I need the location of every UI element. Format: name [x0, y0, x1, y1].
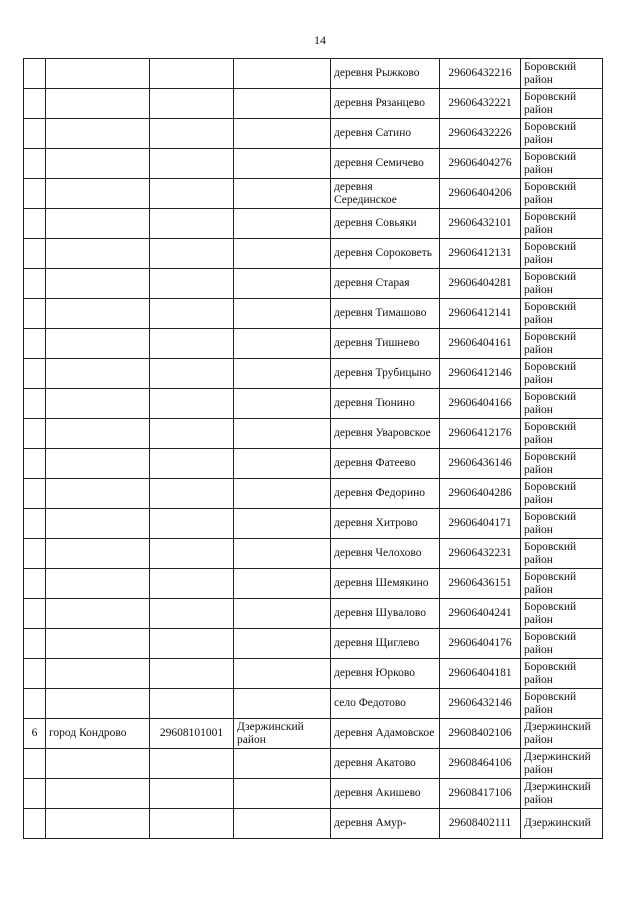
row-number-cell [24, 389, 46, 419]
table-row [24, 749, 603, 779]
district-cell: Боровский район [521, 149, 603, 179]
table-row [24, 809, 603, 839]
city-cell [46, 629, 150, 659]
row-number-cell [24, 629, 46, 659]
district-cell: Боровский район [521, 449, 603, 479]
oktmo-code-cell: 29606432146 [440, 689, 521, 719]
oktmo-code-cell: 29606404206 [440, 179, 521, 209]
city-district-cell [234, 659, 331, 689]
oktmo-code-cell: 29606436151 [440, 569, 521, 599]
table-row [24, 299, 603, 329]
city-district-cell [234, 539, 331, 569]
city-district-cell [234, 119, 331, 149]
city-cell [46, 359, 150, 389]
row-number-cell [24, 539, 46, 569]
city-cell [46, 449, 150, 479]
city-cell [46, 269, 150, 299]
district-cell: Боровский район [521, 359, 603, 389]
city-district-cell [234, 449, 331, 479]
settlement-name-cell: деревня Тюнино [331, 389, 440, 419]
city-code-cell [150, 59, 234, 89]
district-cell: Боровский район [521, 179, 603, 209]
row-number-cell: 6 [24, 719, 46, 749]
city-code-cell [150, 329, 234, 359]
oktmo-code-cell: 29606404181 [440, 659, 521, 689]
table-row [24, 779, 603, 809]
city-district-cell [234, 389, 331, 419]
city-district-cell [234, 809, 331, 839]
settlement-name-cell: деревня Челохово [331, 539, 440, 569]
oktmo-code-cell: 29608402111 [440, 809, 521, 839]
city-district-cell [234, 569, 331, 599]
oktmo-code-cell: 29606404161 [440, 329, 521, 359]
district-cell: Боровский район [521, 539, 603, 569]
city-cell [46, 809, 150, 839]
city-district-cell [234, 749, 331, 779]
table-row [24, 569, 603, 599]
page-number: 14 [314, 33, 326, 47]
district-cell: Боровский район [521, 59, 603, 89]
city-cell [46, 209, 150, 239]
city-district-cell [234, 299, 331, 329]
city-cell [46, 149, 150, 179]
settlement-name-cell: деревня Щиглево [331, 629, 440, 659]
city-code-cell [150, 119, 234, 149]
table-row [24, 269, 603, 299]
oktmo-code-cell: 29606404241 [440, 599, 521, 629]
table-row [24, 149, 603, 179]
city-district-cell [234, 359, 331, 389]
row-number-cell [24, 419, 46, 449]
oktmo-code-cell: 29606432226 [440, 119, 521, 149]
city-district-cell [234, 89, 331, 119]
settlement-name-cell: село Федотово [331, 689, 440, 719]
settlement-name-cell: деревня Амур- [331, 809, 440, 839]
row-number-cell [24, 689, 46, 719]
district-cell: Боровский район [521, 479, 603, 509]
settlement-name-cell: деревня Тимашово [331, 299, 440, 329]
row-number-cell [24, 779, 46, 809]
city-code-cell [150, 659, 234, 689]
city-code-cell [150, 179, 234, 209]
table-row [24, 239, 603, 269]
district-cell: Боровский район [521, 329, 603, 359]
row-number-cell [24, 569, 46, 599]
settlement-name-cell: деревня Юрково [331, 659, 440, 689]
district-cell: Боровский район [521, 599, 603, 629]
district-cell: Боровский район [521, 419, 603, 449]
oktmo-code-cell: 29608417106 [440, 779, 521, 809]
city-district-cell [234, 329, 331, 359]
city-code-cell [150, 359, 234, 389]
settlement-name-cell: деревня Рязанцево [331, 89, 440, 119]
district-cell: Боровский район [521, 239, 603, 269]
row-number-cell [24, 659, 46, 689]
settlement-name-cell: деревня Уваровское [331, 419, 440, 449]
table-body [24, 59, 603, 839]
oktmo-code-cell: 29606404286 [440, 479, 521, 509]
settlement-name-cell: деревня Трубицыно [331, 359, 440, 389]
city-cell [46, 599, 150, 629]
city-district-cell [234, 209, 331, 239]
oktmo-code-cell: 29606404281 [440, 269, 521, 299]
city-code-cell [150, 779, 234, 809]
settlement-table [23, 58, 603, 839]
city-cell [46, 299, 150, 329]
city-cell [46, 539, 150, 569]
district-cell: Боровский район [521, 659, 603, 689]
city-cell [46, 119, 150, 149]
district-cell: Боровский район [521, 509, 603, 539]
table-row [24, 629, 603, 659]
oktmo-code-cell: 29606432101 [440, 209, 521, 239]
city-cell [46, 239, 150, 269]
row-number-cell [24, 749, 46, 779]
district-cell: Дзержинский [521, 809, 603, 839]
city-code-cell [150, 689, 234, 719]
city-cell [46, 689, 150, 719]
row-number-cell [24, 89, 46, 119]
city-cell: город Кондрово [46, 719, 150, 749]
city-code-cell [150, 569, 234, 599]
row-number-cell [24, 599, 46, 629]
oktmo-code-cell: 29606412146 [440, 359, 521, 389]
settlement-name-cell: деревня Семичево [331, 149, 440, 179]
city-cell [46, 179, 150, 209]
oktmo-code-cell: 29608464106 [440, 749, 521, 779]
settlement-name-cell: деревня Сатино [331, 119, 440, 149]
row-number-cell [24, 269, 46, 299]
settlement-name-cell: деревня Шувалово [331, 599, 440, 629]
table-row [24, 119, 603, 149]
row-number-cell [24, 119, 46, 149]
city-district-cell [234, 179, 331, 209]
city-district-cell [234, 479, 331, 509]
row-number-cell [24, 359, 46, 389]
table-row [24, 539, 603, 569]
table-row [24, 419, 603, 449]
row-number-cell [24, 299, 46, 329]
district-cell: Боровский район [521, 299, 603, 329]
table-row [24, 209, 603, 239]
settlement-name-cell: деревня Тишнево [331, 329, 440, 359]
district-cell: Боровский район [521, 89, 603, 119]
city-cell [46, 749, 150, 779]
city-code-cell [150, 539, 234, 569]
table-row [24, 659, 603, 689]
city-cell [46, 89, 150, 119]
district-cell: Боровский район [521, 629, 603, 659]
district-cell: Боровский район [521, 209, 603, 239]
district-cell: Боровский район [521, 389, 603, 419]
table-row [24, 89, 603, 119]
city-cell [46, 419, 150, 449]
district-cell: Боровский район [521, 119, 603, 149]
row-number-cell [24, 509, 46, 539]
oktmo-code-cell: 29606404176 [440, 629, 521, 659]
row-number-cell [24, 809, 46, 839]
city-code-cell [150, 479, 234, 509]
city-cell [46, 479, 150, 509]
district-cell: Боровский район [521, 569, 603, 599]
settlement-name-cell: деревня Акишево [331, 779, 440, 809]
oktmo-code-cell: 29606412131 [440, 239, 521, 269]
oktmo-code-cell: 29606432221 [440, 89, 521, 119]
oktmo-code-cell: 29606404166 [440, 389, 521, 419]
oktmo-code-cell: 29608402106 [440, 719, 521, 749]
row-number-cell [24, 239, 46, 269]
city-code-cell [150, 269, 234, 299]
oktmo-code-cell: 29606404171 [440, 509, 521, 539]
city-code-cell [150, 509, 234, 539]
city-code-cell [150, 419, 234, 449]
city-district-cell [234, 59, 331, 89]
table-row [24, 479, 603, 509]
city-code-cell: 29608101001 [150, 719, 234, 749]
city-code-cell [150, 209, 234, 239]
settlement-name-cell: деревня Адамовское [331, 719, 440, 749]
city-district-cell: Дзержинский район [234, 719, 331, 749]
district-cell: Дзержинский район [521, 779, 603, 809]
city-district-cell [234, 269, 331, 299]
city-code-cell [150, 629, 234, 659]
city-code-cell [150, 599, 234, 629]
city-cell [46, 509, 150, 539]
district-cell: Боровский район [521, 269, 603, 299]
city-district-cell [234, 419, 331, 449]
settlement-name-cell: деревня Акатово [331, 749, 440, 779]
oktmo-code-cell: 29606432231 [440, 539, 521, 569]
city-cell [46, 329, 150, 359]
city-district-cell [234, 509, 331, 539]
oktmo-code-cell: 29606412176 [440, 419, 521, 449]
city-cell [46, 569, 150, 599]
settlement-name-cell: деревня Фатеево [331, 449, 440, 479]
settlement-name-cell: деревня Старая [331, 269, 440, 299]
city-cell [46, 389, 150, 419]
city-district-cell [234, 689, 331, 719]
city-cell [46, 59, 150, 89]
table-row [24, 719, 603, 749]
city-code-cell [150, 89, 234, 119]
table-row [24, 599, 603, 629]
oktmo-code-cell: 29606436146 [440, 449, 521, 479]
city-code-cell [150, 149, 234, 179]
row-number-cell [24, 479, 46, 509]
settlement-name-cell: деревня Рыжково [331, 59, 440, 89]
settlement-name-cell: деревня Серединское [331, 179, 440, 209]
city-code-cell [150, 749, 234, 779]
city-code-cell [150, 239, 234, 269]
city-cell [46, 779, 150, 809]
city-district-cell [234, 239, 331, 269]
city-code-cell [150, 299, 234, 329]
oktmo-code-cell: 29606412141 [440, 299, 521, 329]
settlement-name-cell: деревня Федорино [331, 479, 440, 509]
row-number-cell [24, 209, 46, 239]
city-code-cell [150, 389, 234, 419]
district-cell: Дзержинский район [521, 719, 603, 749]
city-code-cell [150, 809, 234, 839]
table-row [24, 329, 603, 359]
table-row [24, 59, 603, 89]
city-cell [46, 659, 150, 689]
settlement-name-cell: деревня Сороковеть [331, 239, 440, 269]
district-cell: Дзержинский район [521, 749, 603, 779]
table-row [24, 689, 603, 719]
oktmo-code-cell: 29606432216 [440, 59, 521, 89]
row-number-cell [24, 329, 46, 359]
table-row [24, 509, 603, 539]
oktmo-code-cell: 29606404276 [440, 149, 521, 179]
city-district-cell [234, 779, 331, 809]
city-district-cell [234, 599, 331, 629]
row-number-cell [24, 179, 46, 209]
settlement-name-cell: деревня Шемякино [331, 569, 440, 599]
city-district-cell [234, 149, 331, 179]
row-number-cell [24, 59, 46, 89]
table-row [24, 449, 603, 479]
row-number-cell [24, 149, 46, 179]
table-row [24, 359, 603, 389]
settlement-name-cell: деревня Совьяки [331, 209, 440, 239]
district-cell: Боровский район [521, 689, 603, 719]
table-row [24, 179, 603, 209]
table-row [24, 389, 603, 419]
city-code-cell [150, 449, 234, 479]
row-number-cell [24, 449, 46, 479]
city-district-cell [234, 629, 331, 659]
settlement-name-cell: деревня Хитрово [331, 509, 440, 539]
